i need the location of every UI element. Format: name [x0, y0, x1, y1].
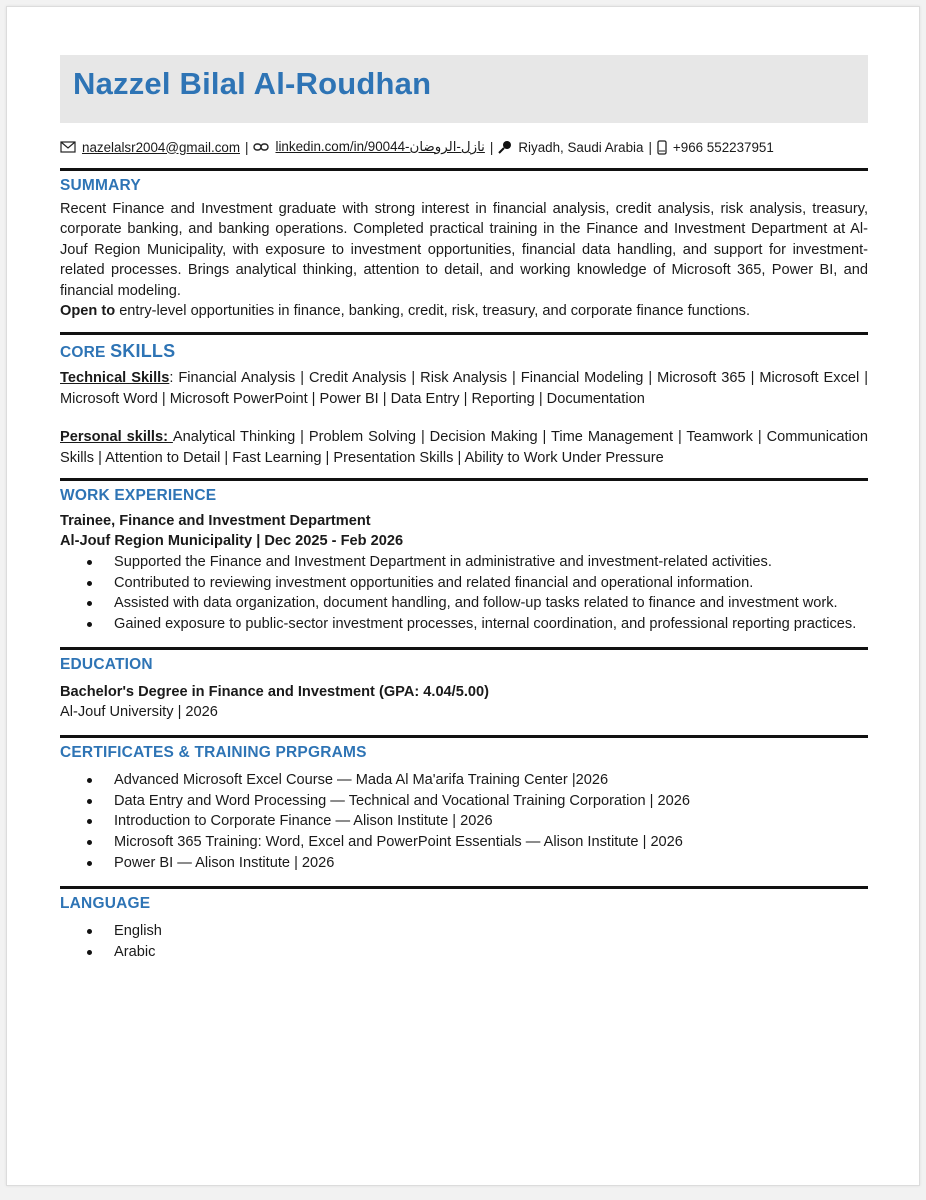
section-divider: [60, 478, 868, 481]
open-to-label: Open to: [60, 303, 116, 320]
experience-heading: WORK EXPERIENCE: [60, 487, 217, 505]
section-divider: [60, 647, 868, 650]
email-icon: [60, 141, 76, 153]
school-year: Al-Jouf University | 2026: [60, 704, 218, 721]
job-role: Trainee, Finance and Investment Department: [60, 513, 371, 530]
summary-text: [60, 199, 868, 321]
open-to-text: entry-level opportunities in finance, banking, credit, risk, treasury, and corporate finance functions.: [115, 303, 751, 320]
list-item: Power BI — Alison Institute | 2026: [60, 853, 868, 874]
skills-heading-main: SKILLS: [110, 341, 176, 362]
summary-body: Recent Finance and Investment graduate with strong interest in financial analysis, credit analysis, risk analysis, treasury, corporate banking, and banking operations. Completed practical training in the Finance and Investment Department at Al-Jouf Region Municipality, with exposure to investment opportunities, financial data handling, and support for investment-related processes. Brings analytical thinking, attention to detail, and working knowledge of Microsoft 365, Power BI, and financial modeling.: [60, 201, 868, 299]
email-link[interactable]: nazelalsr2004@gmail.com: [82, 139, 240, 155]
language-heading: LANGUAGE: [60, 894, 151, 912]
contact-separator: |: [245, 139, 249, 155]
skills-heading-prefix: CORE: [60, 344, 111, 362]
contact-line: [60, 139, 868, 155]
list-item: Assisted with data organization, document handling, and follow-up tasks related to finance and investment work.: [60, 593, 868, 614]
section-divider: [60, 735, 868, 738]
location-text: Riyadh, Saudi Arabia: [518, 139, 644, 155]
list-item: Supported the Finance and Investment Department in administrative and investment-related activities.: [60, 552, 868, 573]
personal-skills: [60, 427, 868, 468]
list-item: English: [60, 921, 868, 942]
certificates-heading: CERTIFICATES & TRAINING PRPGRAMS: [60, 743, 367, 761]
personal-skills-label: Personal skills:: [60, 429, 173, 446]
list-item: Arabic: [60, 942, 868, 963]
summary-heading: SUMMARY: [60, 177, 141, 194]
job-org-dates: Al-Jouf Region Municipality | Dec 2025 - Feb 2026: [60, 533, 404, 550]
candidate-name: Nazzel Bilal Al-Roudhan: [73, 66, 432, 101]
resume-content: [60, 55, 868, 962]
resume-page: [6, 6, 920, 1186]
degree: Bachelor's Degree in Finance and Investment (GPA: 4.04/5.00): [60, 684, 489, 701]
education-heading: EDUCATION: [60, 656, 153, 674]
skills-heading: [60, 341, 868, 362]
contact-separator: |: [489, 139, 494, 155]
technical-skills-label: Technical Skills: [60, 370, 170, 387]
experience-bullets: [60, 552, 868, 635]
list-item: Introduction to Corporate Finance — Alison Institute | 2026: [60, 811, 868, 832]
section-divider: [60, 332, 868, 335]
technical-skills-text: : Financial Analysis | Credit Analysis | Risk Analysis | Financial Modeling | Microsoft 365 | Microsoft Excel | Microsoft Word | Microsoft PowerPoint | Power BI | Data Entry | Reporting | Documentation: [60, 370, 868, 407]
certificates-list: [60, 770, 868, 874]
linkedin-link[interactable]: linkedin.com/in/90044-نازل-الروضان: [275, 139, 485, 154]
name-banner: [60, 55, 868, 123]
technical-skills: [60, 368, 868, 409]
list-item: Data Entry and Word Processing — Technical and Vocational Training Corporation | 2026: [60, 791, 868, 812]
list-item: Gained exposure to public-sector investment processes, internal coordination, and professional reporting practices.: [60, 614, 868, 635]
link-icon: [253, 142, 269, 152]
list-item: Contributed to reviewing investment opportunities and related financial and operational information.: [60, 573, 868, 594]
contact-separator: |: [648, 139, 652, 155]
phone-icon: [657, 140, 667, 155]
phone-text: +966 552237951: [672, 139, 774, 155]
personal-skills-text: Analytical Thinking | Problem Solving | Decision Making | Time Management | Teamwork | Communication Skills | Attention to Detail | Fast Learning | Presentation Skills | Ability to Work Under Pressure: [60, 429, 868, 466]
section-divider: [60, 886, 868, 889]
list-item: Microsoft 365 Training: Word, Excel and PowerPoint Essentials — Alison Institute | 2026: [60, 832, 868, 853]
language-list: [60, 921, 868, 963]
list-item: Advanced Microsoft Excel Course — Mada Al Ma'arifa Training Center |2026: [60, 770, 868, 791]
section-divider: [60, 168, 868, 171]
location-pin-icon: [498, 140, 512, 154]
